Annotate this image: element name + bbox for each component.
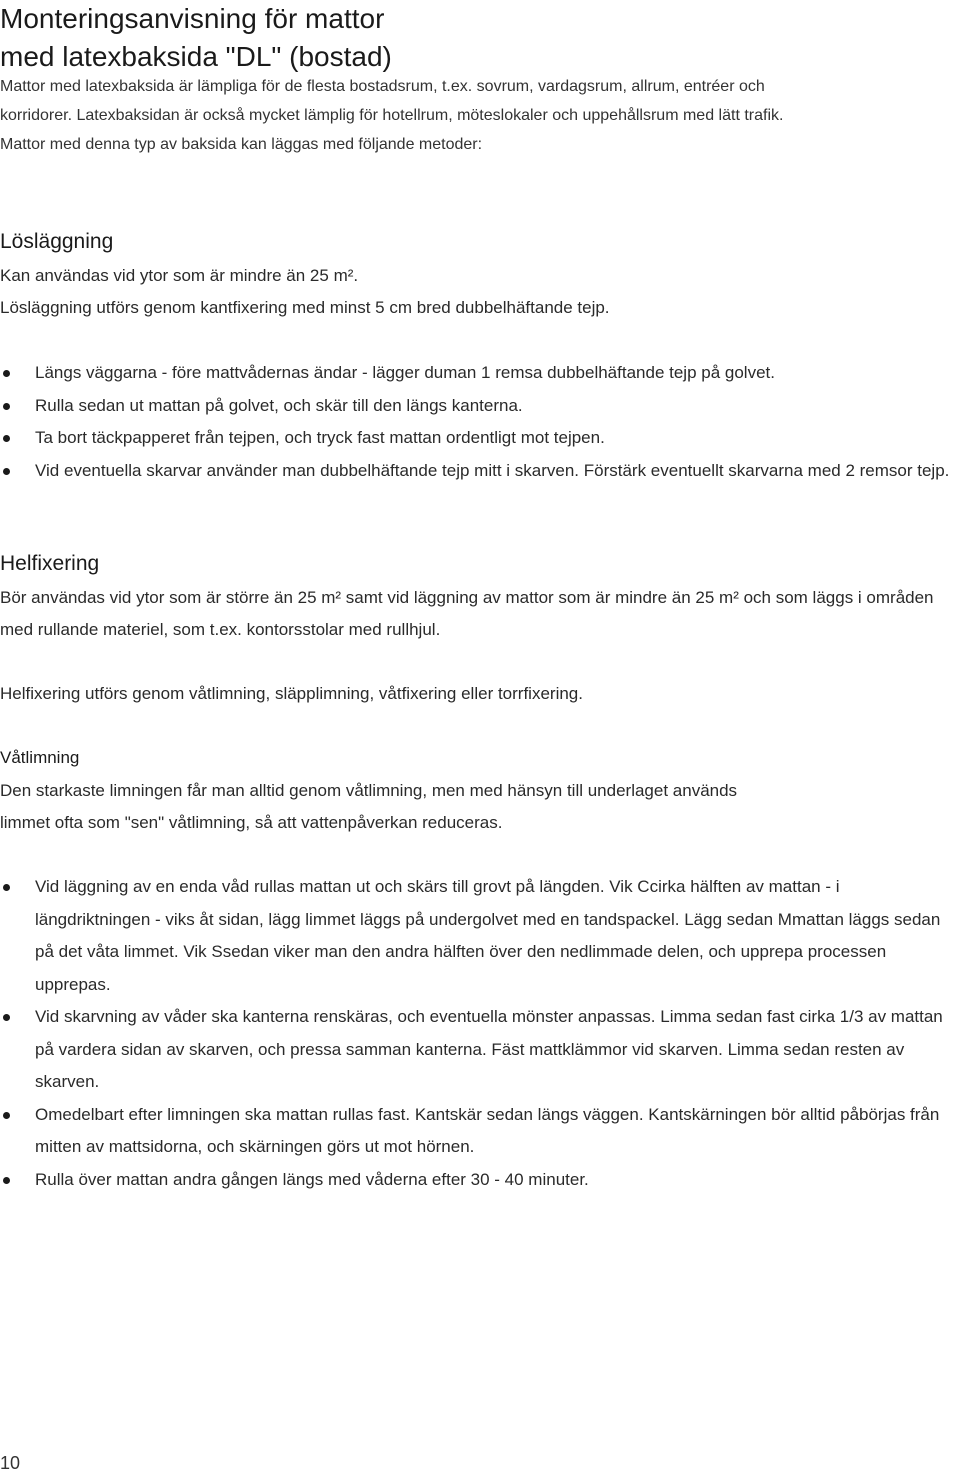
list-item: Omedelbart efter limningen ska mattan rullas fast. Kantskär sedan längs väggen. Kantskärningen bör alltid påbörjas från mitten av mattsidorna, och skärningen görs ut mot hörnen. <box>0 1099 958 1164</box>
loslaggning-bullet-list <box>0 357 958 487</box>
intro-line-1: Mattor med latexbaksida är lämpliga för de flesta bostadsrum, t.ex. sovrum, vardagsrum, allrum, entréer och <box>0 78 765 95</box>
loslaggning-text-1: Kan användas vid ytor som är mindre än 25 m². <box>0 266 359 285</box>
bullet-icon <box>3 435 10 442</box>
bullet-icon <box>3 1112 10 1119</box>
subsection-heading-vatlimning: Våtlimning <box>0 748 80 767</box>
list-item: Vid eventuella skarvar använder man dubbelhäftande tejp mitt i skarven. Förstärk eventuellt skarvarna med 2 remsor tejp. <box>0 455 958 488</box>
intro-line-2: korridorer. Latexbaksidan är också mycket lämplig för hotellrum, möteslokaler och uppehållsrum med lätt trafik. <box>0 107 784 124</box>
intro-paragraph <box>0 72 955 159</box>
list-item: Ta bort täckpapperet från tejpen, och tryck fast mattan ordentligt mot tejpen. <box>0 422 958 455</box>
vatlimning-text-line-2: limmet ofta som "sen" våtlimning, så att vattenpåverkan reduceras. <box>0 813 503 832</box>
title-line-1: Monteringsanvisning för mattor <box>0 3 385 34</box>
vatlimning-bullet-list <box>0 871 958 1196</box>
list-item: Rulla sedan ut mattan på golvet, och skär till den längs kanterna. <box>0 390 958 423</box>
bullet-icon <box>3 403 10 410</box>
list-item: Längs väggarna - före mattvådernas ändar - lägger duman 1 remsa dubbelhäftande tejp på golvet. <box>0 357 958 390</box>
list-item: Vid skarvning av våder ska kanterna renskäras, och eventuella mönster anpassas. Limma sedan fast cirka 1/3 av mattan på vardera sidan av skarven, och pressa samman kanterna. Fäst mattklämmor vid skarven. Limma sedan resten av skarven. <box>0 1001 958 1099</box>
bullet-icon <box>3 1014 10 1021</box>
bullet-icon <box>3 468 10 475</box>
loslaggning-text-2: Lösläggning utförs genom kantfixering med minst 5 cm bred dubbelhäftande tejp. <box>0 298 610 317</box>
helfixering-text-2: Helfixering utförs genom våtlimning, släpplimning, våtfixering eller torrfixering. <box>0 684 583 703</box>
title-line-2: med latexbaksida "DL" (bostad) <box>0 41 392 72</box>
intro-line-3: Mattor med denna typ av baksida kan läggas med följande metoder: <box>0 136 483 153</box>
list-item: Vid läggning av en enda våd rullas mattan ut och skärs till grovt på längden. Vik Ccirka hälften av mattan - i längdriktningen - viks åt sidan, lägg limmet läggs på undergolvet med en tandspackel. Lägg sedan Mmattan läggs sedan på det våta limmet. Vik Ssedan viker man den andra hälften över den nedlimmade delen, och upprepa processen upprepas. <box>0 871 958 1001</box>
section-heading-helfixering: Helfixering <box>0 552 100 575</box>
loslaggning-text <box>0 260 955 324</box>
vatlimning-text <box>0 775 955 839</box>
bullet-icon <box>3 884 10 891</box>
page-number: 10 <box>0 1453 21 1473</box>
bullet-icon <box>3 370 10 377</box>
section-heading-loslaggning: Lösläggning <box>0 230 114 253</box>
bullet-icon <box>3 1177 10 1184</box>
list-item: Rulla över mattan andra gången längs med våderna efter 30 - 40 minuter. <box>0 1164 958 1197</box>
vatlimning-text-line-1: Den starkaste limningen får man alltid genom våtlimning, men med hänsyn till underlaget används <box>0 781 738 800</box>
helfixering-text-1: Bör användas vid ytor som är större än 25 m² samt vid läggning av mattor som är mindre än 25 m² och som läggs i områden med rullande materiel, som t.ex. kontorsstolar med rullhjul. <box>0 588 934 639</box>
page-title <box>0 0 392 76</box>
